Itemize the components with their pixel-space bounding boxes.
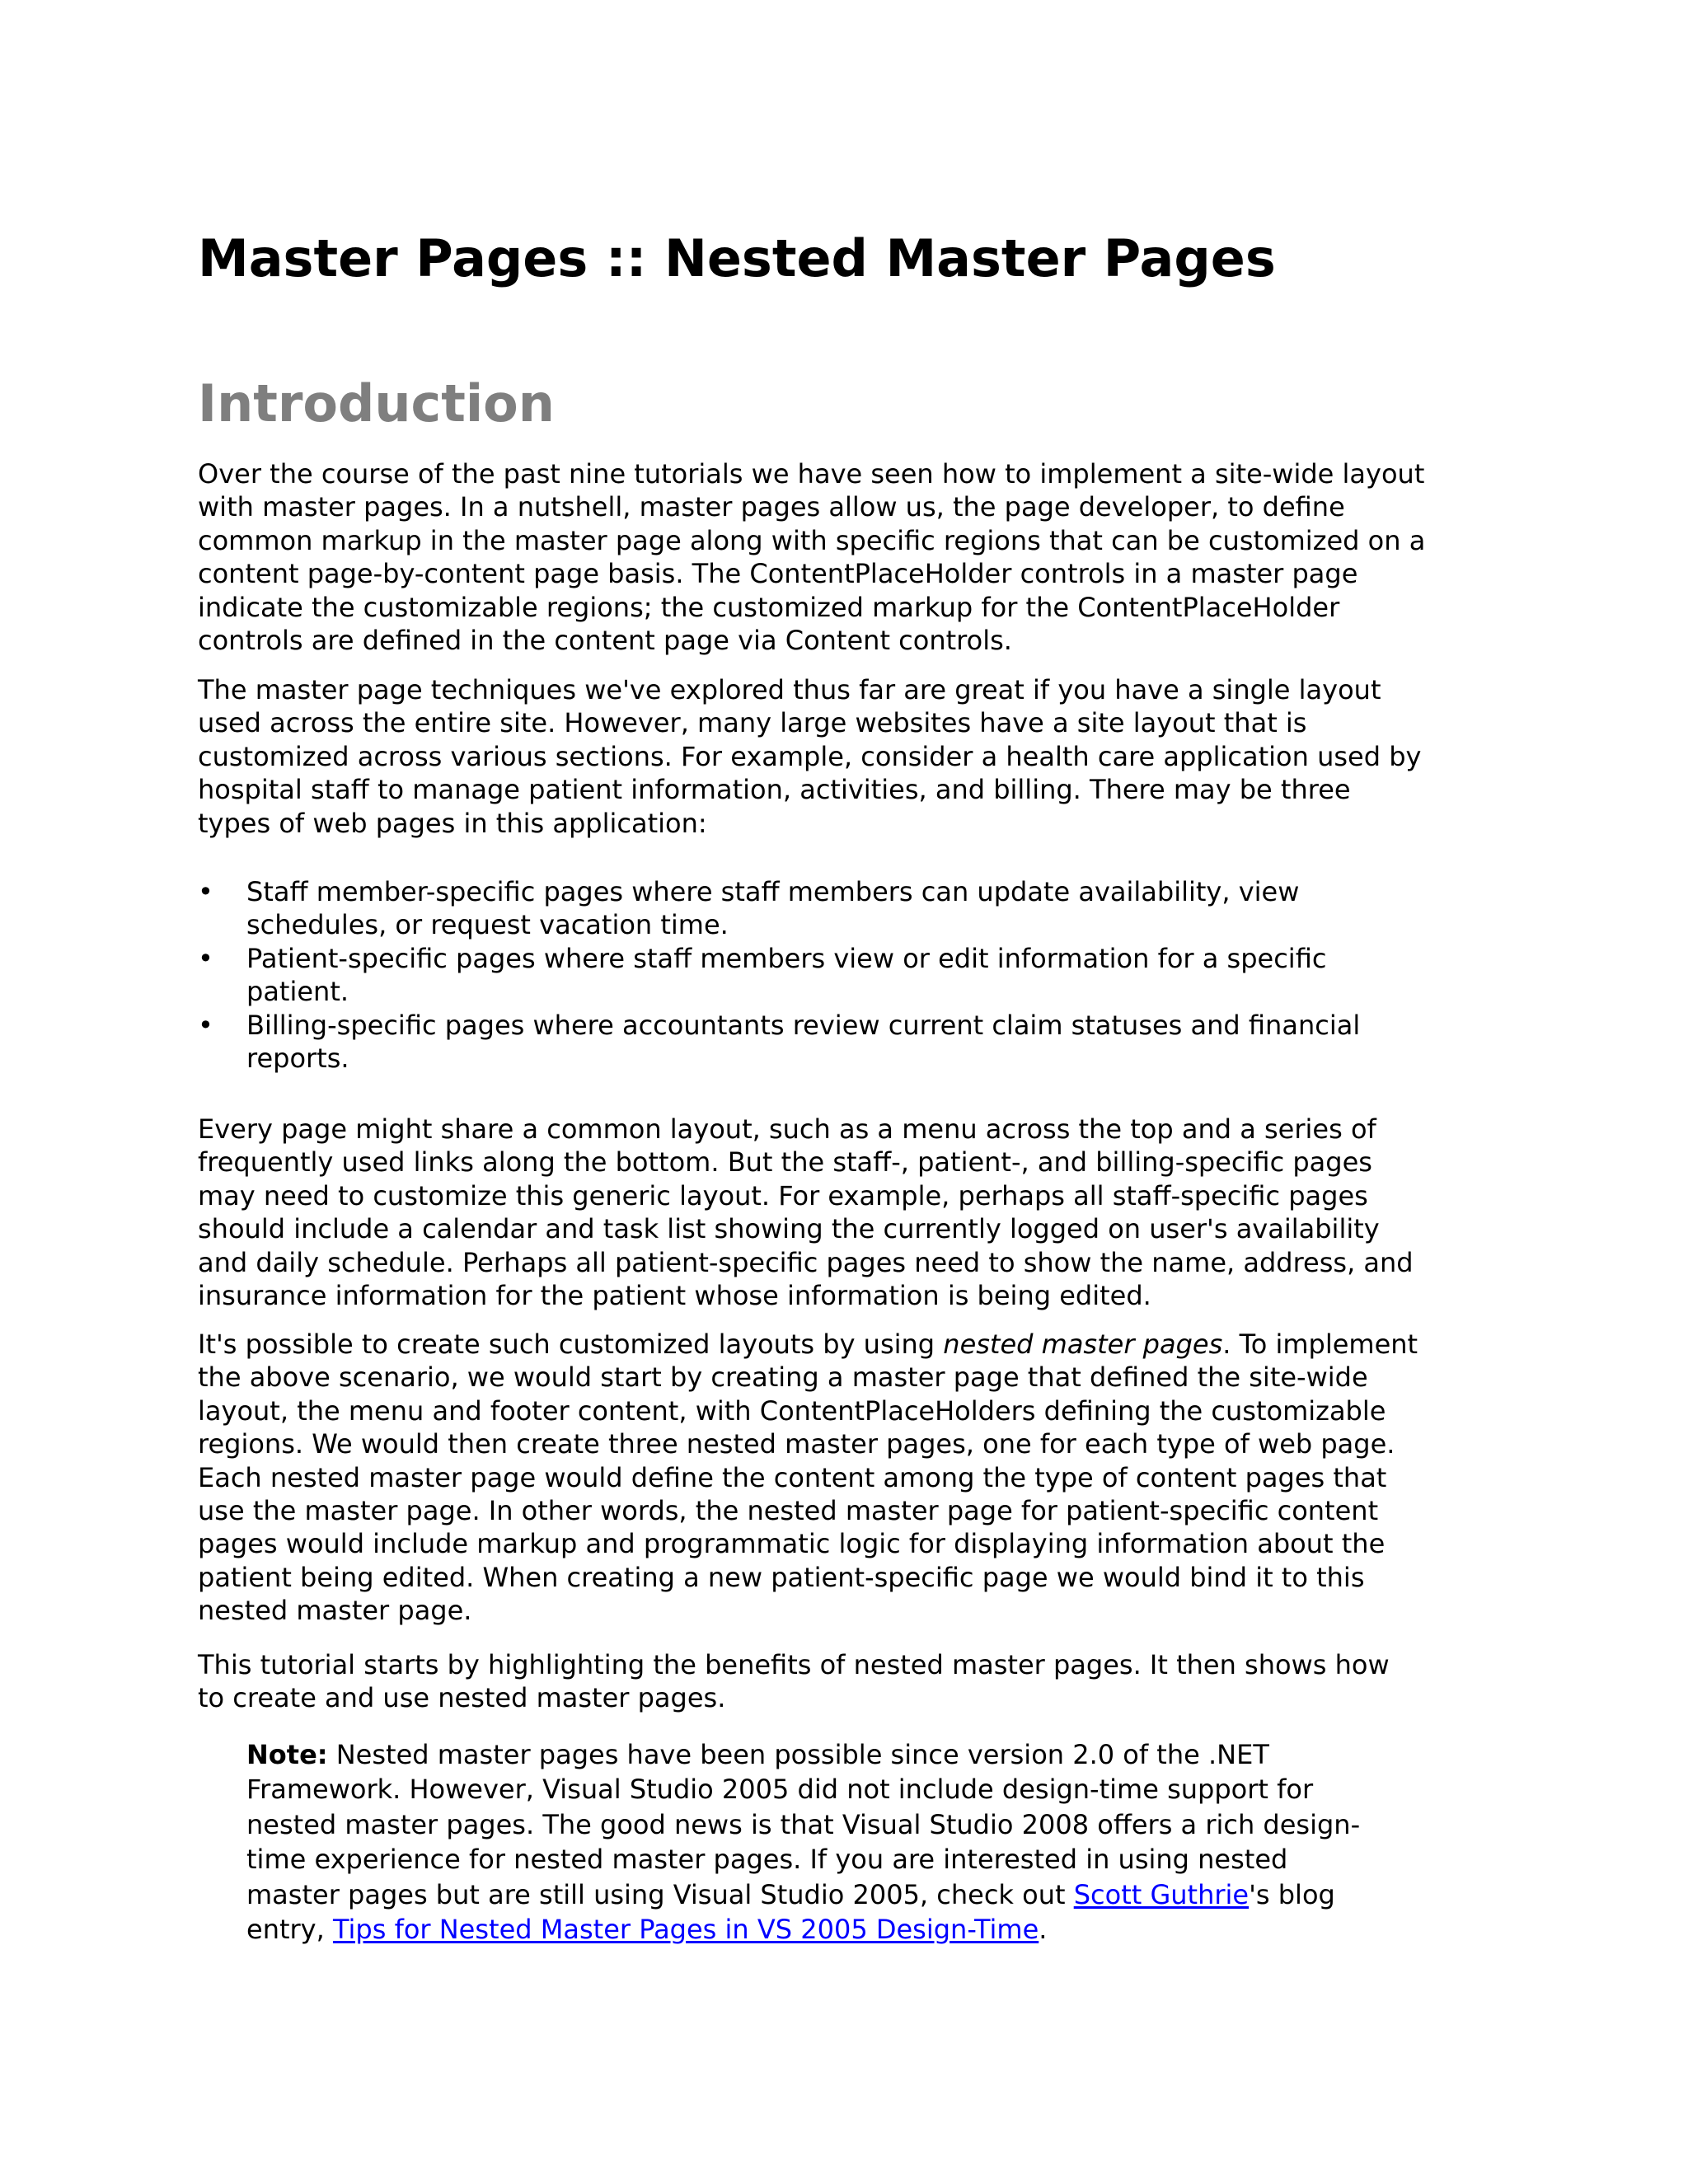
note-text: 's blog (1249, 1878, 1335, 1910)
section-heading-introduction: Introduction (198, 373, 555, 434)
list-item-line: Patient-specific pages where staff members view or edit information for a specific (246, 942, 1327, 974)
tips-blog-entry-link[interactable]: Tips for Nested Master Pages in VS 2005 Design-Time (332, 1914, 1039, 1946)
paragraph-line: pages would include markup and programmatic logic for displaying information about the (198, 1528, 1386, 1560)
paragraph-line: content page-by-content page basis. The ContentPlaceHolder controls in a master page (198, 558, 1358, 590)
paragraph-line: with master pages. In a nutshell, master pages allow us, the page developer, to define (198, 491, 1345, 523)
note-text: Nested master pages have been possible since version 2.0 of the .NET (327, 1739, 1269, 1770)
bullet-icon: • (198, 942, 213, 974)
paragraph-line: types of web pages in this application: (198, 807, 707, 839)
page-types-list (198, 875, 1517, 1075)
paragraph-text: . To implement (1222, 1329, 1418, 1360)
paragraph-line: controls are defined in the content page via Content controls. (198, 625, 1012, 657)
bullet-icon: • (198, 876, 213, 907)
paragraph-line: This tutorial starts by highlighting the benefits of nested master pages. It then shows how (198, 1649, 1390, 1680)
paragraph-line: used across the entire site. However, many large websites have a site layout that is (198, 707, 1307, 739)
paragraph-nested-intro (198, 1328, 1517, 1628)
paragraph-line: to create and use nested master pages. (198, 1682, 726, 1714)
paragraph-line: Over the course of the past nine tutorials we have seen how to implement a site-wide layout (198, 458, 1425, 490)
paragraph-line: the above scenario, we would start by creating a master page that defined the site-wide (198, 1361, 1368, 1394)
list-item (198, 1009, 1517, 1076)
note-line (246, 1737, 1517, 1772)
scott-guthrie-link[interactable]: Scott Guthrie (1073, 1878, 1250, 1910)
paragraph-techniques (198, 673, 1517, 840)
note-line (246, 1877, 1517, 1912)
paragraph-line: indicate the customizable regions; the customized markup for the ContentPlaceHolder (198, 591, 1340, 623)
list-item (198, 875, 1517, 942)
note-line: nested master pages. The good news is that Visual Studio 2008 offers a rich design- (246, 1808, 1361, 1840)
paragraph-line: Every page might share a common layout, such as a menu across the top and a series of (198, 1113, 1376, 1145)
list-item-line: reports. (246, 1043, 349, 1075)
note-box (246, 1737, 1517, 1947)
list-item-line: Staff member-specific pages where staff members can update availability, view (246, 876, 1300, 907)
paragraph-line: may need to customize this generic layout. For example, perhaps all staff-specific pages (198, 1179, 1368, 1212)
paragraph-line: customized across various sections. For example, consider a health care application used by (198, 740, 1422, 772)
paragraph-line: hospital staff to manage patient information, activities, and billing. There may be three (198, 774, 1351, 806)
page-title: Master Pages :: Nested Master Pages (198, 228, 1276, 288)
paragraph-line: insurance information for the patient whose information is being edited. (198, 1280, 1151, 1312)
note-text: master pages but are still using Visual Studio 2005, check out (246, 1878, 1074, 1910)
note-text: . (1039, 1914, 1048, 1946)
paragraph-tutorial-overview (198, 1648, 1517, 1715)
list-item-line: Billing-specific pages where accountants review current claim statuses and financial (246, 1009, 1361, 1041)
list-item (198, 942, 1517, 1009)
paragraph-line: layout, the menu and footer content, with ContentPlaceHolders defining the customizable (198, 1394, 1386, 1427)
paragraph-line (198, 1328, 1517, 1361)
paragraph-line: regions. We would then create three nested master pages, one for each type of web page. (198, 1428, 1395, 1460)
paragraph-common-layout (198, 1113, 1517, 1312)
list-item-line: patient. (246, 976, 349, 1008)
bullet-icon: • (198, 1009, 213, 1041)
list-item-line: schedules, or request vacation time. (246, 909, 729, 941)
paragraph-line: and daily schedule. Perhaps all patient-specific pages need to show the name, address, and (198, 1246, 1414, 1278)
paragraph-text: It's possible to create such customized layouts by using (198, 1329, 944, 1360)
emphasis-term: nested master pages (943, 1329, 1223, 1360)
paragraph-line: common markup in the master page along with specific regions that can be customized on a (198, 524, 1426, 556)
paragraph-line: use the master page. In other words, the nested master page for patient-specific content (198, 1495, 1379, 1527)
note-line: Framework. However, Visual Studio 2005 did not include design-time support for (246, 1774, 1314, 1806)
paragraph-line: patient being edited. When creating a new patient-specific page we would bind it to this (198, 1561, 1365, 1593)
paragraph-line: The master page techniques we've explored thus far are great if you have a single layout (198, 674, 1381, 705)
paragraph-line: Each nested master page would define the content among the type of content pages that (198, 1461, 1387, 1493)
paragraph-line: frequently used links along the bottom. But the staff-, patient-, and billing-specific pages (198, 1146, 1372, 1179)
note-text: entry, (246, 1914, 333, 1946)
paragraph-line: nested master page. (198, 1595, 472, 1627)
note-line (246, 1912, 1517, 1947)
paragraph-intro (198, 457, 1517, 657)
note-line: time experience for nested master pages. If you are interested in using nested (246, 1844, 1288, 1876)
note-label: Note: (246, 1739, 328, 1770)
paragraph-line: should include a calendar and task list showing the currently logged on user's availability (198, 1213, 1380, 1245)
